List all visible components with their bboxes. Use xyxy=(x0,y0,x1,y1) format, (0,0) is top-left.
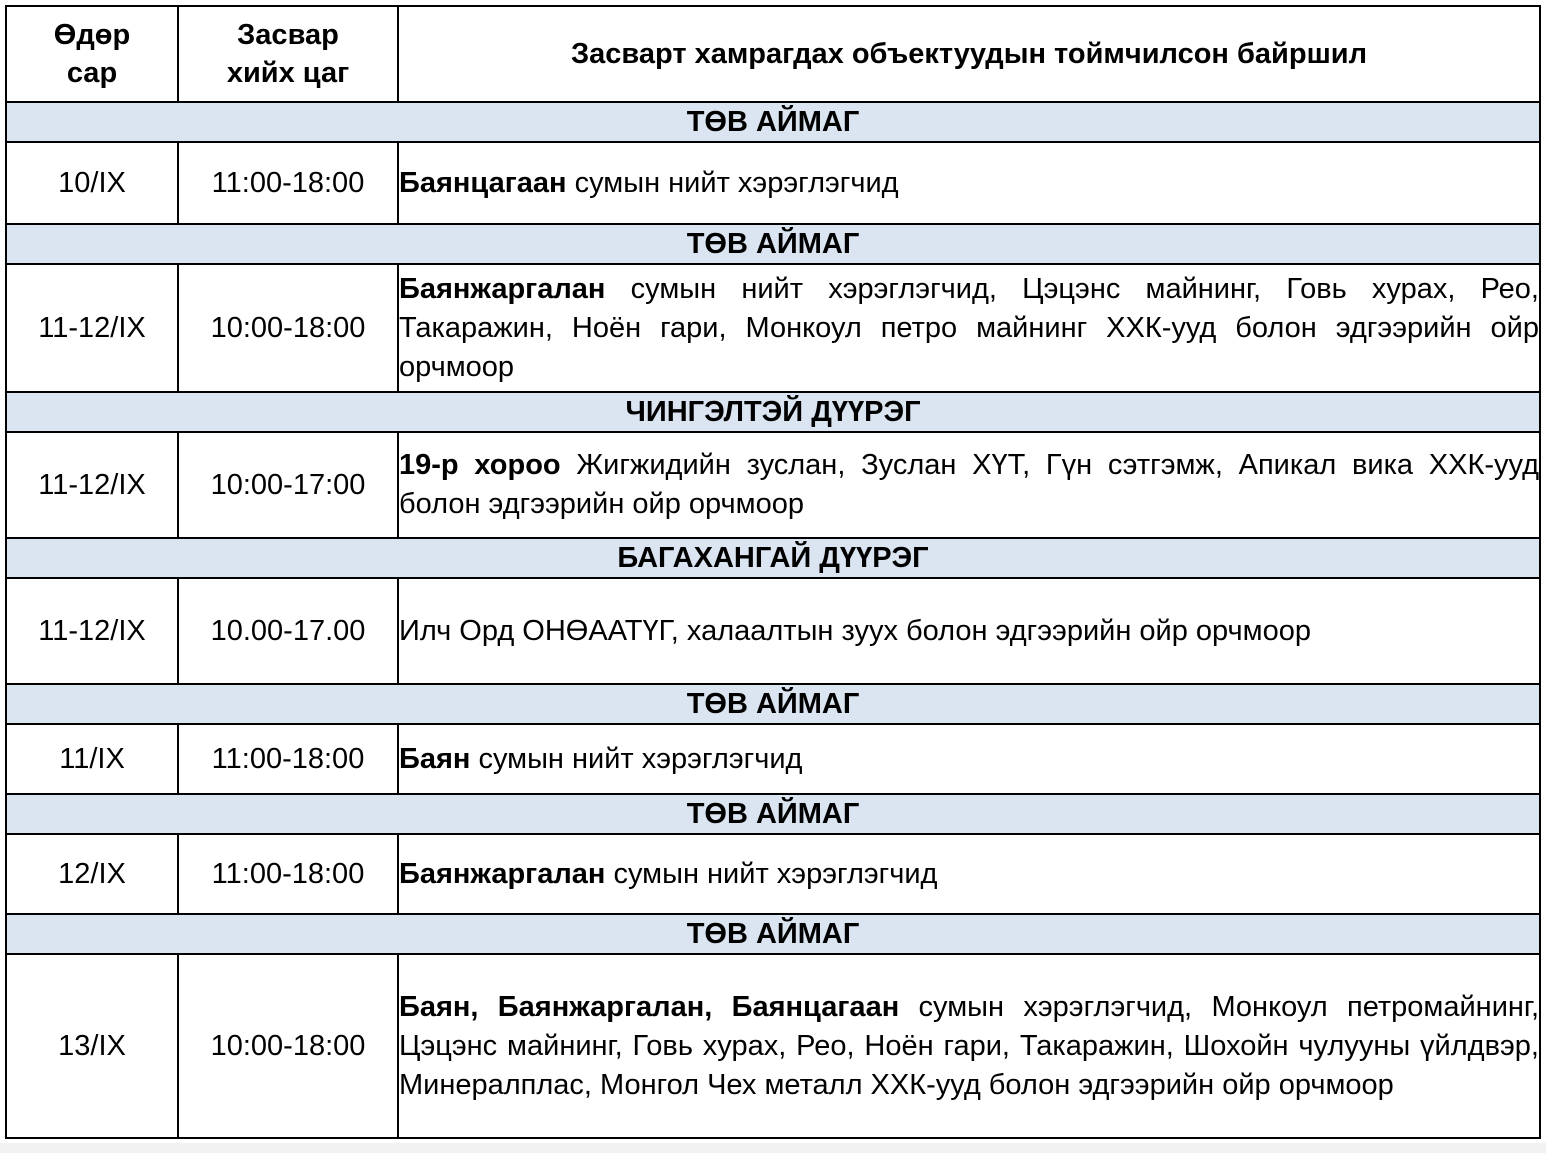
location-detail-text: Жигжидийн зуслан, Зуслан ХҮТ, Гүн сэтгэмж, Апикал вика ХХК-ууд болон эдгээрийн ойр орчмоор xyxy=(399,449,1539,520)
schedule-row xyxy=(6,432,1540,538)
region-band-row xyxy=(6,538,1540,578)
schedule-time: 10:00-18:00 xyxy=(178,264,398,392)
schedule-time: 10:00-17:00 xyxy=(178,432,398,538)
location-detail-text: сумын нийт хэрэглэгчид xyxy=(605,857,938,890)
header-location-label: Засварт хамрагдах объектуудын тоймчилсон байршил xyxy=(570,38,1367,70)
schedule-location-description xyxy=(398,954,1540,1138)
schedule-date: 11-12/IX xyxy=(6,578,178,684)
maintenance-schedule-table xyxy=(5,5,1541,1139)
region-heading: ТӨВ АЙМАГ xyxy=(6,794,1540,834)
region-heading: ТӨВ АЙМАГ xyxy=(6,684,1540,724)
location-detail-text: сумын хэрэглэгчид, Монкоул петромайнинг, Цэцэнс майнинг, Говь хурах, Рео, Ноён гари, Такаражин, Шохойн чулууны үйлдвэр, Минералплас, Монгол Чех металл ХХК-ууд болон эдгээрийн ойр орчмоор xyxy=(399,990,1540,1101)
location-bold-name: Баянжаргалан xyxy=(399,272,606,305)
schedule-time: 11:00-18:00 xyxy=(178,724,398,794)
region-heading: ЧИНГЭЛТЭЙ ДҮҮРЭГ xyxy=(6,392,1540,432)
schedule-location-description xyxy=(398,142,1540,224)
schedule-date: 13/IX xyxy=(6,954,178,1138)
region-band-row xyxy=(6,392,1540,432)
schedule-row xyxy=(6,724,1540,794)
region-band-row xyxy=(6,102,1540,142)
schedule-row xyxy=(6,578,1540,684)
location-bold-name: Баянцагаан xyxy=(399,166,567,199)
header-time xyxy=(178,6,398,102)
page-bottom-strip xyxy=(0,1143,1546,1153)
table-header-row xyxy=(6,6,1540,102)
location-bold-name: Баян xyxy=(399,742,471,775)
schedule-time: 11:00-18:00 xyxy=(178,142,398,224)
schedule-location-description xyxy=(398,578,1540,684)
location-bold-name: 19-р хороо xyxy=(399,449,561,481)
schedule-date: 11-12/IX xyxy=(6,264,178,392)
header-date-label: Өдөр сар xyxy=(53,19,131,89)
location-detail-text: сумын нийт хэрэглэгчид xyxy=(470,742,803,775)
schedule-location-description xyxy=(398,432,1540,538)
schedule-date: 11-12/IX xyxy=(6,432,178,538)
region-band-row xyxy=(6,684,1540,724)
region-heading: ТӨВ АЙМАГ xyxy=(6,102,1540,142)
schedule-time: 11:00-18:00 xyxy=(178,834,398,914)
schedule-time: 10:00-18:00 xyxy=(178,954,398,1138)
header-date xyxy=(6,6,178,102)
region-heading: ТӨВ АЙМАГ xyxy=(6,914,1540,954)
schedule-time: 10.00-17.00 xyxy=(178,578,398,684)
schedule-date: 11/IX xyxy=(6,724,178,794)
location-bold-name: Баян, Баянжаргалан, Баянцагаан xyxy=(399,990,900,1023)
location-detail-text: Илч Орд ОНӨААТҮГ, халаалтын зуух болон эдгээрийн ойр орчмоор xyxy=(399,614,1311,647)
region-band-row xyxy=(6,914,1540,954)
header-location xyxy=(398,6,1540,102)
schedule-date: 12/IX xyxy=(6,834,178,914)
schedule-location-description xyxy=(398,724,1540,794)
schedule-row xyxy=(6,142,1540,224)
region-heading: ТӨВ АЙМАГ xyxy=(6,224,1540,264)
location-detail-text: сумын нийт хэрэглэгчид xyxy=(566,166,899,199)
schedule-date: 10/IX xyxy=(6,142,178,224)
region-band-row xyxy=(6,794,1540,834)
header-time-label: Засвар хийх цаг xyxy=(226,19,350,89)
schedule-location-description xyxy=(398,834,1540,914)
location-detail-text: сумын нийт хэрэглэгчид, Цэцэнс майнинг, Говь хурах, Рео, Такаражин, Ноён гари, Монкоул петро майнинг ХХК-ууд болон эдгээрийн ойр орчмоор xyxy=(399,272,1539,383)
region-heading: БАГАХАНГАЙ ДҮҮРЭГ xyxy=(6,538,1540,578)
location-bold-name: Баянжаргалан xyxy=(399,857,606,890)
schedule-row xyxy=(6,264,1540,392)
region-band-row xyxy=(6,224,1540,264)
schedule-row xyxy=(6,954,1540,1138)
schedule-row xyxy=(6,834,1540,914)
schedule-location-description xyxy=(398,264,1540,392)
